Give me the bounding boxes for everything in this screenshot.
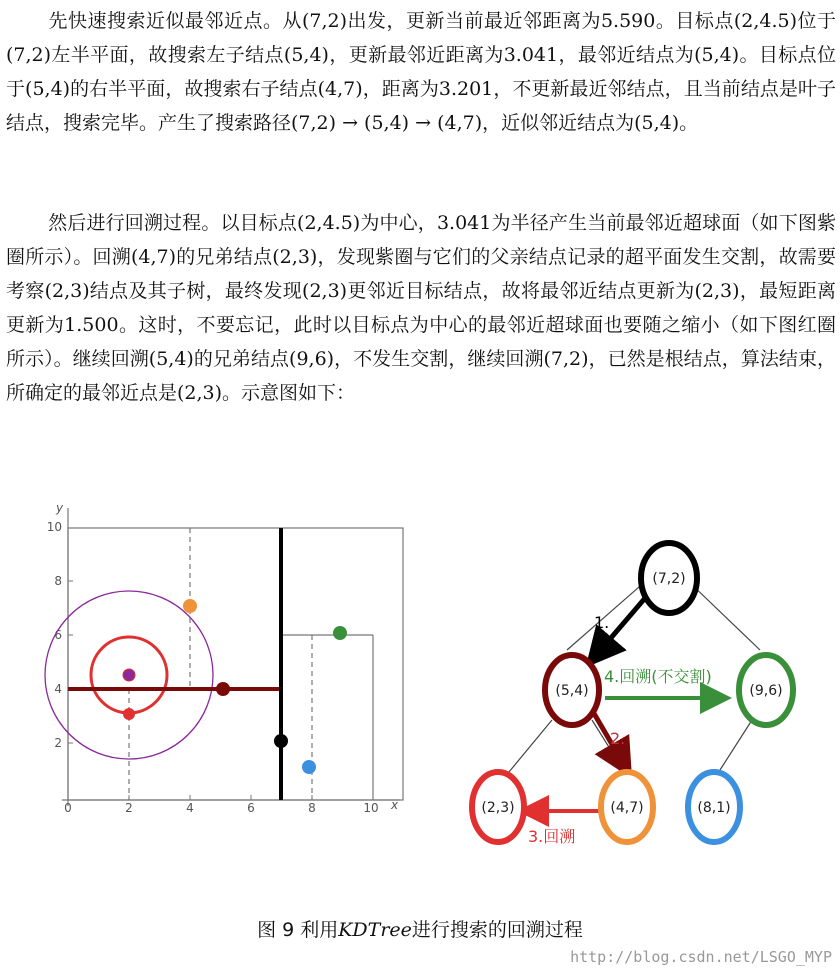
x-tick: 4 [186, 801, 194, 815]
tree-edge [720, 720, 752, 770]
node-right-left-label: (8,1) [697, 800, 731, 816]
x-axis-label: x [391, 798, 399, 812]
label-step2: 2. [610, 729, 626, 748]
x-tick: 6 [247, 801, 255, 815]
plot-svg [38, 496, 408, 861]
tree-svg [462, 530, 834, 860]
node-left-right-label: (4,7) [610, 800, 644, 816]
x-tick: 8 [308, 801, 316, 815]
plot-frame [68, 528, 403, 800]
node-left-label: (5,4) [555, 683, 589, 699]
figure-caption: 图 9 利用KDTree进行搜索的回溯过程 [257, 919, 583, 941]
point-8-1 [302, 760, 316, 774]
x-tick: 0 [64, 801, 72, 815]
x-tick: 2 [125, 801, 133, 815]
y-tick: 6 [54, 628, 62, 642]
y-axis-label: y [56, 501, 64, 515]
kd-tree-diagram [462, 530, 834, 860]
label-step3: 3.回溯 [528, 827, 576, 846]
x-tick: 10 [363, 801, 379, 815]
y-tick: 4 [54, 682, 62, 696]
tree-edge [504, 720, 552, 778]
label-step1: 1. [594, 613, 610, 632]
point-2-3 [123, 708, 135, 720]
point-7-2 [274, 734, 288, 748]
y-tick: 8 [54, 574, 62, 588]
target-point [123, 669, 135, 681]
node-right-label: (9,6) [749, 683, 783, 699]
point-9-6 [333, 626, 347, 640]
node-left-left-label: (2,3) [481, 800, 515, 816]
point-4-7 [183, 599, 197, 613]
node-root-label: (7,2) [652, 571, 686, 587]
point-5-4 [216, 682, 230, 696]
kd-partition-plot [38, 496, 408, 861]
watermark: http://blog.csdn.net/LSGO_MYP [570, 948, 832, 966]
y-tick: 10 [46, 520, 62, 534]
label-step4: 4.回溯(不交割) [604, 667, 712, 686]
paragraph-2: 然后进行回溯过程。以目标点(2,4.5)为中心，3.041为半径产生当前最邻近超球面（如下图紫圈所示）。回溯(4,7)的兄弟结点(2,3)，发现紫圈与它们的父亲结点记录的超平面发生交割，故需要考察(2,3)结点及其子树，最终发现(2,3)更邻近目标结点，故将最邻近结点更新为(2,3)，最短距离更新为1.500。这时，不要忘记，此时以目标点为中心的最邻近超球面也要随之缩小（如下图红圈所示）。继续回溯(5,4)的兄弟结点(9,6)，不发生交割，继续回溯(7,2)，已然是根结点，算法结束，所确定的最邻近点是(2,3)。示意图如下： [6, 212, 836, 404]
paragraph-1: 先快速搜索近似最邻近点。从(7,2)出发，更新当前最近邻距离为5.590。目标点(2,4.5)位于(7,2)左半平面，故搜索左子结点(5,4)，更新最邻近距离为3.041，最邻近结点为(5,4)。目标点位于(5,4)的右半平面，故搜索右子结点(4,7)，距离为3.201，不更新最近邻结点，且当前结点是叶子结点，搜索完毕。产生了搜索路径(7,2) → (5,4) → (4,7)，近似邻近结点为(5,4)。 [6, 10, 836, 134]
y-tick: 2 [54, 736, 62, 750]
